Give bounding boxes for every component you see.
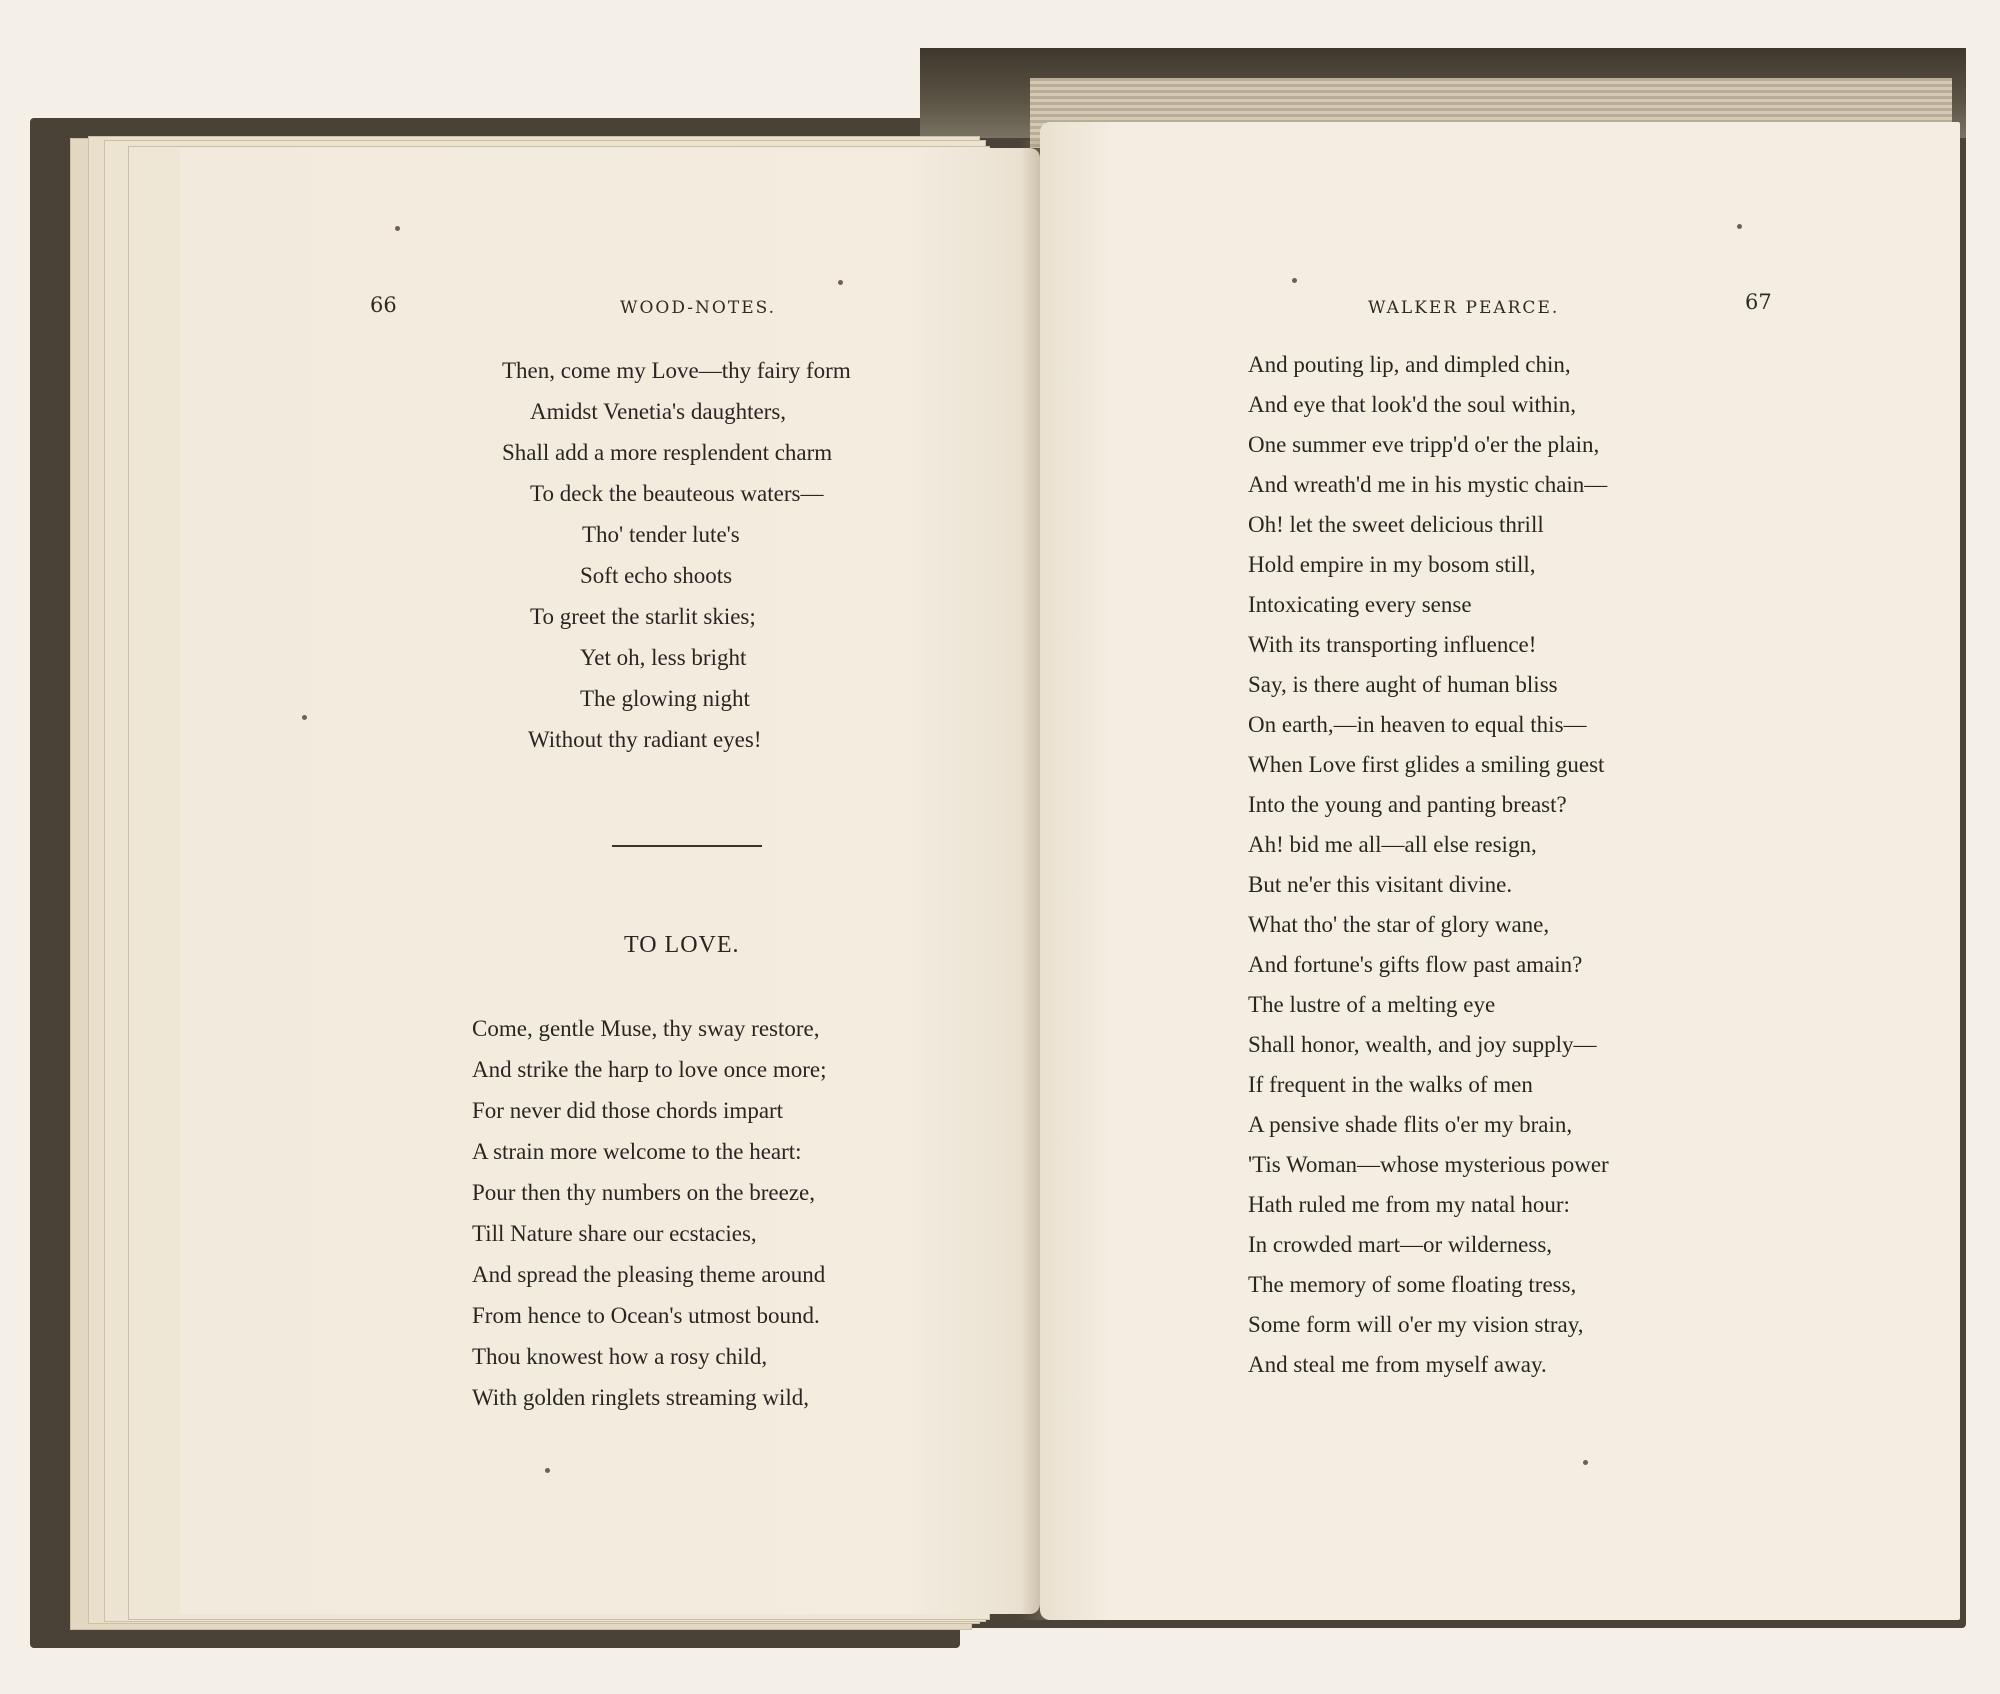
verse-line: Hold empire in my bosom still, [1248,552,1536,577]
verse-line: Some form will o'er my vision stray, [1248,1312,1584,1337]
poem-block-right [1248,345,1609,1385]
verse-line: Shall add a more resplendent charm [502,440,833,465]
verse-line: Intoxicating every sense [1248,592,1472,617]
verse-line: When Love first glides a smiling guest [1248,752,1605,777]
verse-line: From hence to Ocean's utmost bound. [472,1303,820,1328]
foxing-speck [1583,1460,1588,1465]
verse-line: Soft echo shoots [580,563,733,588]
verse-line: In crowded mart—or wilderness, [1248,1232,1553,1257]
verse-line: One summer eve tripp'd o'er the plain, [1248,432,1600,457]
verse-line: But ne'er this visitant divine. [1248,872,1513,897]
verse-line: And eye that look'd the soul within, [1248,392,1577,417]
left-page-number: 66 [370,293,397,317]
verse-line: The glowing night [580,686,750,711]
verse-line: And spread the pleasing theme around [472,1262,826,1287]
verse-line: To greet the starlit skies; [530,604,756,629]
verse-line: Into the young and panting breast? [1248,792,1567,817]
verse-line: A strain more welcome to the heart: [472,1139,802,1164]
verse-line: Pour then thy numbers on the breeze, [472,1180,815,1205]
verse-line: A pensive shade flits o'er my brain, [1248,1112,1573,1137]
verse-line: What tho' the star of glory wane, [1248,912,1550,937]
verse-line: The memory of some floating tress, [1248,1272,1577,1297]
verse-line: Yet oh, less bright [580,645,747,670]
verse-line: Come, gentle Muse, thy sway restore, [472,1016,820,1041]
stanza-block [500,350,851,760]
right-running-head: WALKER PEARCE. [1368,298,1560,318]
verse-line: Then, come my Love—thy fairy form [502,358,851,383]
verse-line: Till Nature share our ecstacies, [472,1221,757,1246]
foxing-speck [1292,278,1297,283]
verse-line: With its transporting influence! [1248,632,1537,657]
foxing-speck [838,280,843,285]
verse-line: Amidst Venetia's daughters, [530,399,787,424]
verse-line: And pouting lip, and dimpled chin, [1248,352,1571,377]
verse-line: Shall honor, wealth, and joy supply— [1248,1032,1597,1057]
foxing-speck [302,715,307,720]
verse-line: Say, is there aught of human bliss [1248,672,1558,697]
verse-line: Thou knowest how a rosy child, [472,1344,768,1369]
foxing-speck [1737,224,1742,229]
verse-line: Hath ruled me from my natal hour: [1248,1192,1570,1217]
verse-line: And fortune's gifts flow past amain? [1248,952,1583,977]
verse-line: And wreath'd me in his mystic chain— [1248,472,1608,497]
left-running-head: WOOD-NOTES. [620,298,777,318]
foxing-speck [545,1468,550,1473]
verse-line: Oh! let the sweet delicious thrill [1248,512,1544,537]
verse-line: And steal me from myself away. [1248,1352,1547,1377]
verse-line: Tho' tender lute's [582,522,740,547]
section-divider-rule [612,845,762,847]
verse-line: Ah! bid me all—all else resign, [1248,832,1537,857]
verse-line: On earth,—in heaven to equal this— [1248,712,1587,737]
verse-line: Without thy radiant eyes! [528,727,762,752]
verse-line: The lustre of a melting eye [1248,992,1496,1017]
poem-title: TO LOVE. [624,932,740,958]
verse-line: If frequent in the walks of men [1248,1072,1533,1097]
verse-line: 'Tis Woman—whose mysterious power [1248,1152,1609,1177]
verse-line: With golden ringlets streaming wild, [472,1385,809,1410]
right-page-number: 67 [1745,290,1772,314]
verse-line: And strike the harp to love once more; [472,1057,827,1082]
poem-block-left [472,1008,826,1418]
verse-line: For never did those chords impart [472,1098,784,1123]
verse-line: To deck the beauteous waters— [530,481,824,506]
foxing-speck [395,226,400,231]
